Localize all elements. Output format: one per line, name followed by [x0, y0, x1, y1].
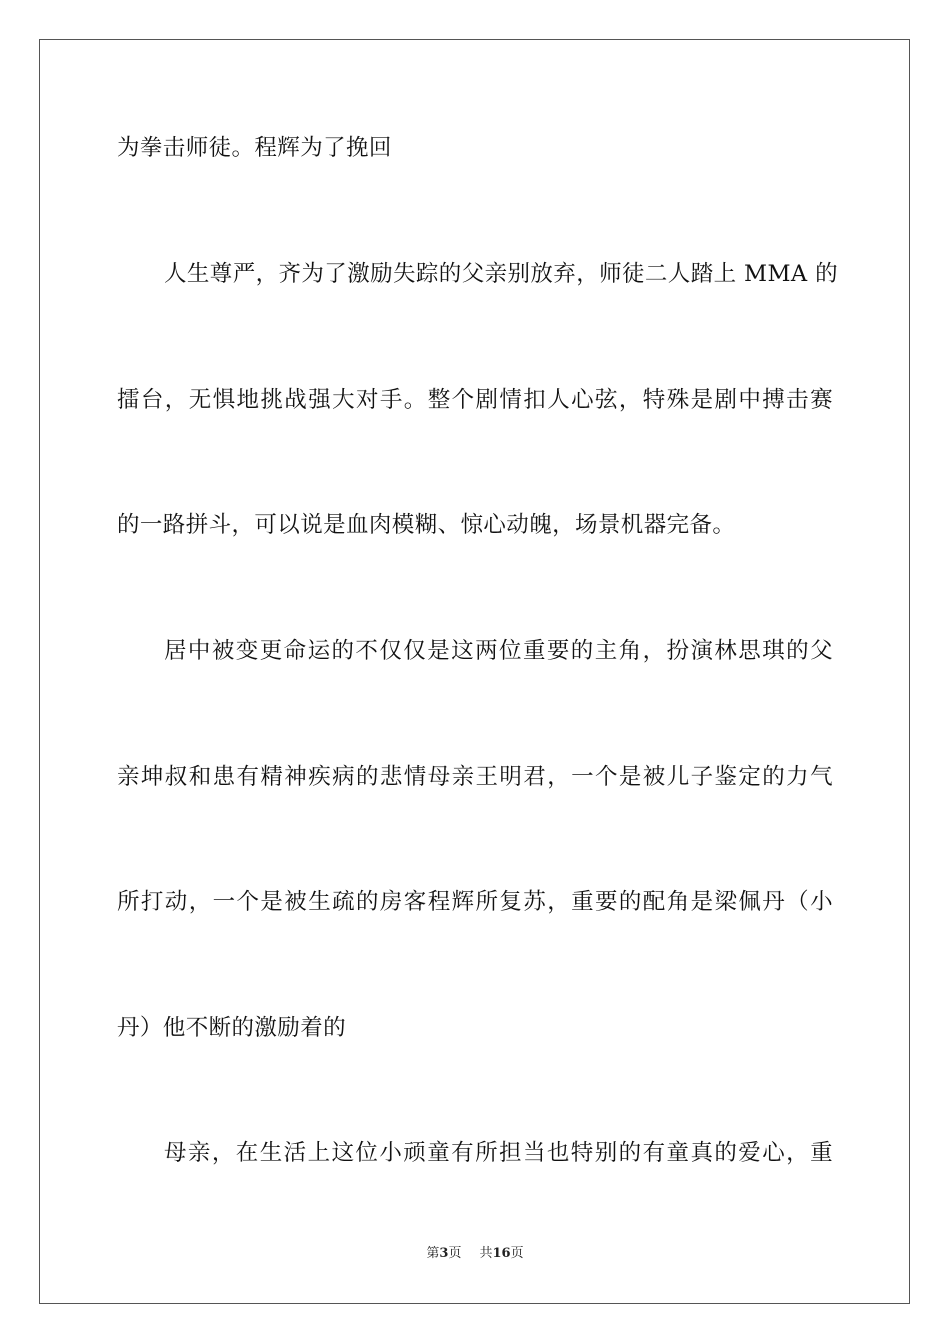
page-number: 3	[439, 1246, 449, 1261]
total-suffix: 页	[510, 1246, 524, 1261]
text-line-6: 亲坤叔和患有精神疾病的悲情母亲王明君，一个是被儿子鉴定的力气	[117, 764, 833, 790]
text-line-9: 母亲，在生活上这位小顽童有所担当也特别的有童真的爱心，重	[164, 1140, 833, 1166]
page-border	[39, 39, 910, 1304]
page-prefix: 第	[426, 1246, 440, 1261]
text-line-3: 擂台，无惧地挑战强大对手。整个剧情扣人心弦，特殊是剧中搏击赛	[117, 387, 833, 413]
total-prefix: 共	[479, 1246, 493, 1261]
text-line-4: 的一路拼斗，可以说是血肉模糊、惊心动魄，场景机器完备。	[117, 512, 736, 538]
total-pages: 16	[492, 1246, 511, 1261]
text-line-8: 丹）他不断的激励着的	[117, 1015, 347, 1041]
text-line-5: 居中被变更命运的不仅仅是这两位重要的主角，扮演林思琪的父	[164, 638, 833, 664]
text-line-7: 所打动，一个是被生疏的房客程辉所复苏，重要的配角是梁佩丹（小	[117, 889, 833, 915]
page-footer	[0, 1245, 950, 1263]
page-suffix: 页	[448, 1246, 462, 1261]
text-line-1: 为拳击师徒。程辉为了挽回	[117, 135, 392, 161]
text-line-2: 人生尊严，齐为了激励失踪的父亲别放弃，师徒二人踏上 MMA 的	[164, 261, 839, 287]
